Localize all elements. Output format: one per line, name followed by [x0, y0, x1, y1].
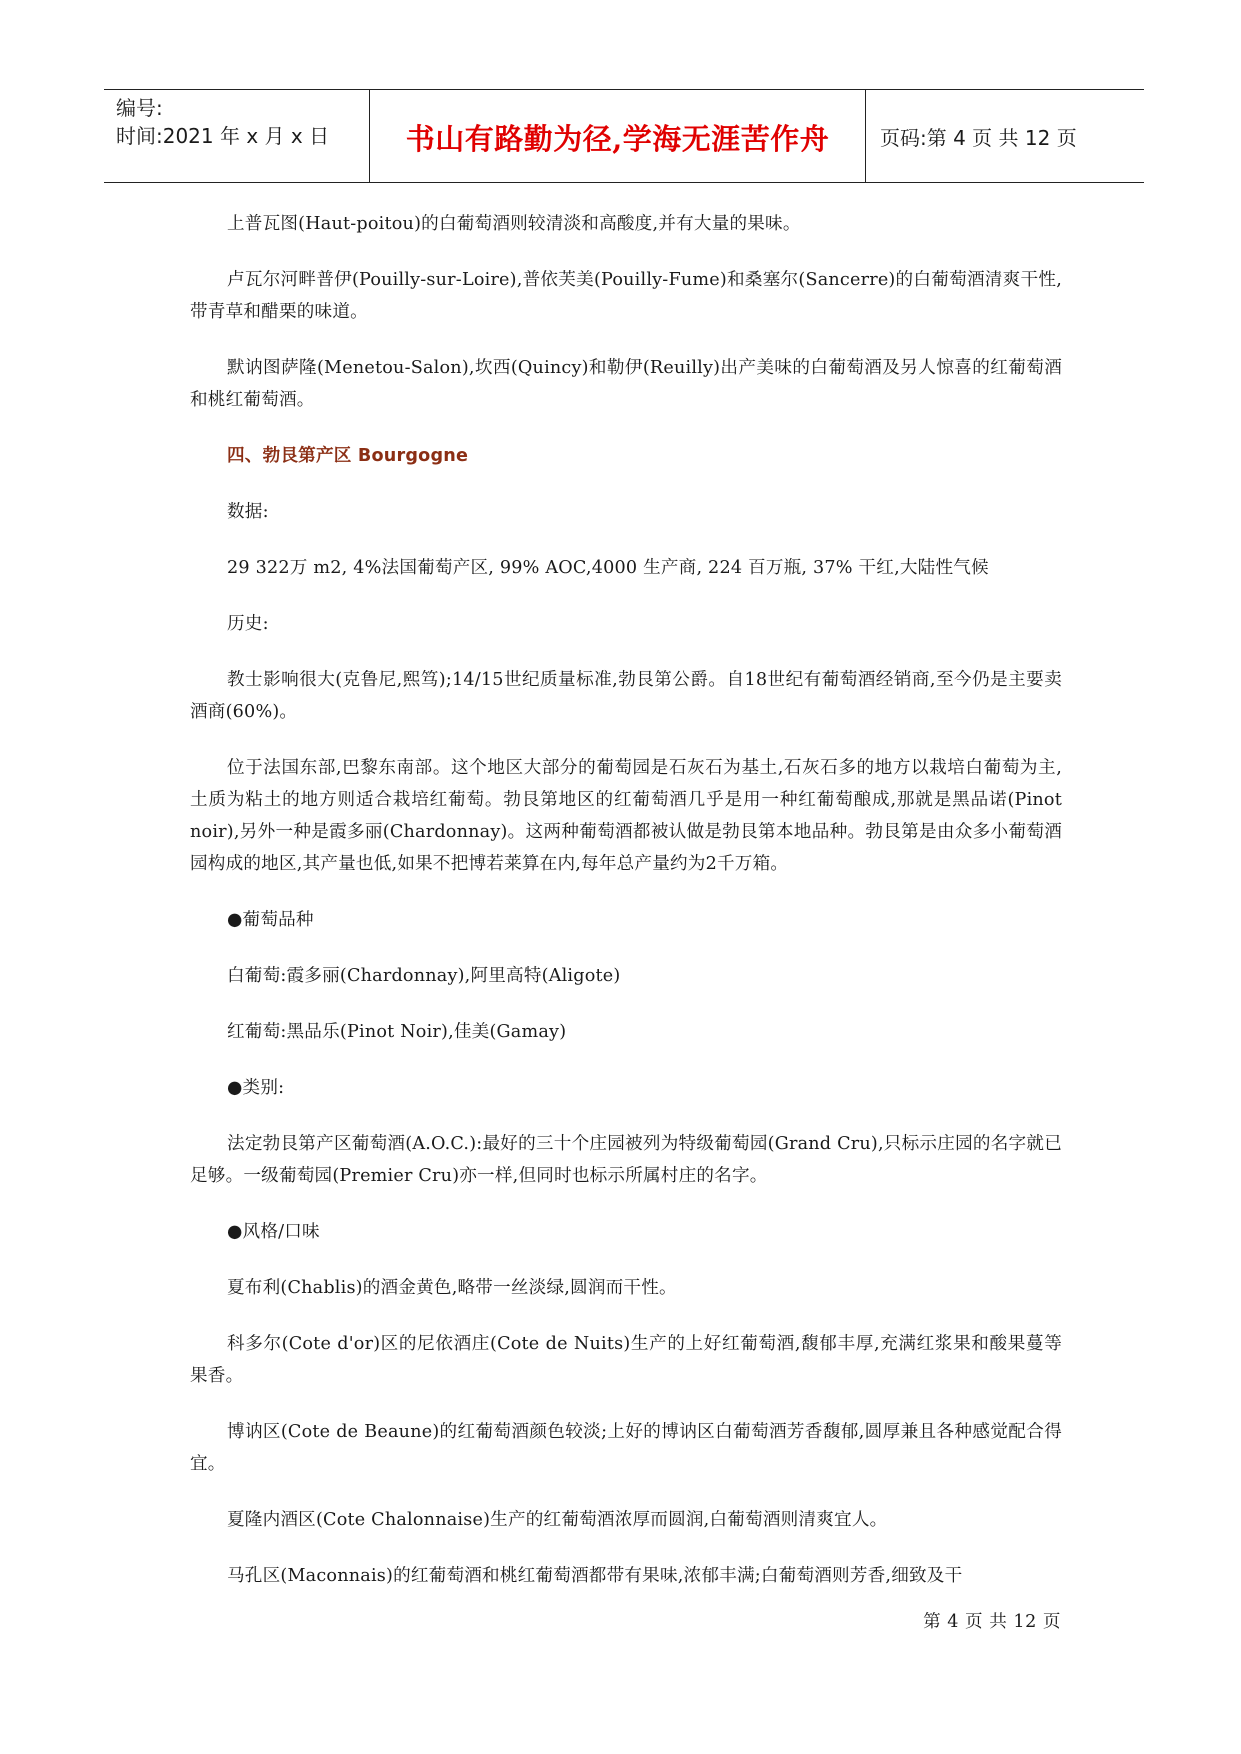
document-body [190, 208, 1062, 1616]
paragraph: 白葡萄:霞多丽(Chardonnay),阿里高特(Aligote) [227, 966, 621, 986]
bullet-heading: ●葡萄品种 [227, 910, 314, 930]
header-page-cell [866, 90, 1144, 182]
paragraph: 29 322万 m2, 4%法国葡萄产区, 99% AOC,4000 生产商, 224 百万瓶, 37% 干红,大陆性气候 [227, 558, 989, 578]
page-footer: 第 4 页 共 12 页 [923, 1612, 1061, 1632]
paragraph: 默讷图萨隆(Menetou-Salon),坎西(Quincy)和勒伊(Reuilly)出产美味的白葡萄酒及另人惊喜的红葡萄酒和桃红葡萄酒。 [190, 358, 1062, 410]
code-label: 编号: [116, 96, 163, 120]
paragraph: 马孔区(Maconnais)的红葡萄酒和桃红葡萄酒都带有果味,浓郁丰满;白葡萄酒则芳香,细致及干 [227, 1566, 963, 1586]
paragraph: 博讷区(Cote de Beaune)的红葡萄酒颜色较淡;上好的博讷区白葡萄酒芳香馥郁,圆厚兼且各种感觉配合得宜。 [190, 1422, 1062, 1474]
paragraph: 夏隆内酒区(Cote Chalonnaise)生产的红葡萄酒浓厚而圆润,白葡萄酒则清爽宜人。 [227, 1510, 888, 1530]
paragraph: 科多尔(Cote d'or)区的尼依酒庄(Cote de Nuits)生产的上好红葡萄酒,馥郁丰厚,充满红浆果和酸果蔓等果香。 [190, 1334, 1062, 1386]
header-meta [104, 90, 370, 182]
paragraph: 位于法国东部,巴黎东南部。这个地区大部分的葡萄园是石灰石为基土,石灰石多的地方以栽培白葡萄为主,土质为粘土的地方则适合栽培红葡萄。勃艮第地区的红葡萄酒几乎是用一种红葡萄酿成,那就是黑品诺(Pinot noir),另外一种是霞多丽(Chardonnay)。这两种葡萄酒都被认做是勃艮第本地品种。勃艮第是由众多小葡萄酒园构成的地区,其产量也低,如果不把博若莱算在内,每年总产量约为2千万箱。 [190, 758, 1062, 874]
paragraph: 法定勃艮第产区葡萄酒(A.O.C.):最好的三十个庄园被列为特级葡萄园(Grand Cru),只标示庄园的名字就已足够。一级葡萄园(Premier Cru)亦一样,但同时也标示所属村庄的名字。 [190, 1134, 1062, 1186]
header-motto-cell [370, 90, 866, 182]
motto-text: 书山有路勤为径,学海无涯苦作舟 [405, 121, 830, 156]
page-header [104, 89, 1144, 183]
paragraph: 上普瓦图(Haut-poitou)的白葡萄酒则较清淡和高酸度,并有大量的果味。 [227, 214, 801, 234]
bullet-heading: ●风格/口味 [227, 1222, 320, 1242]
bullet-heading: ●类别: [227, 1078, 285, 1098]
section-heading: 四、勃艮第产区 Bourgogne [227, 446, 469, 466]
date-label: 时间:2021 年 x 月 x 日 [116, 124, 330, 148]
paragraph: 数据: [227, 502, 269, 522]
paragraph: 红葡萄:黑品乐(Pinot Noir),佳美(Gamay) [227, 1022, 567, 1042]
paragraph: 夏布利(Chablis)的酒金黄色,略带一丝淡绿,圆润而干性。 [227, 1278, 677, 1298]
paragraph: 教士影响很大(克鲁尼,熙笃);14/15世纪质量标准,勃艮第公爵。自18世纪有葡萄酒经销商,至今仍是主要卖酒商(60%)。 [190, 670, 1062, 722]
header-page-info: 页码:第 4 页 共 12 页 [880, 125, 1077, 150]
paragraph: 卢瓦尔河畔普伊(Pouilly-sur-Loire),普依芙美(Pouilly-Fume)和桑塞尔(Sancerre)的白葡萄酒清爽干性,带青草和醋栗的味道。 [190, 270, 1062, 322]
paragraph: 历史: [227, 614, 269, 634]
